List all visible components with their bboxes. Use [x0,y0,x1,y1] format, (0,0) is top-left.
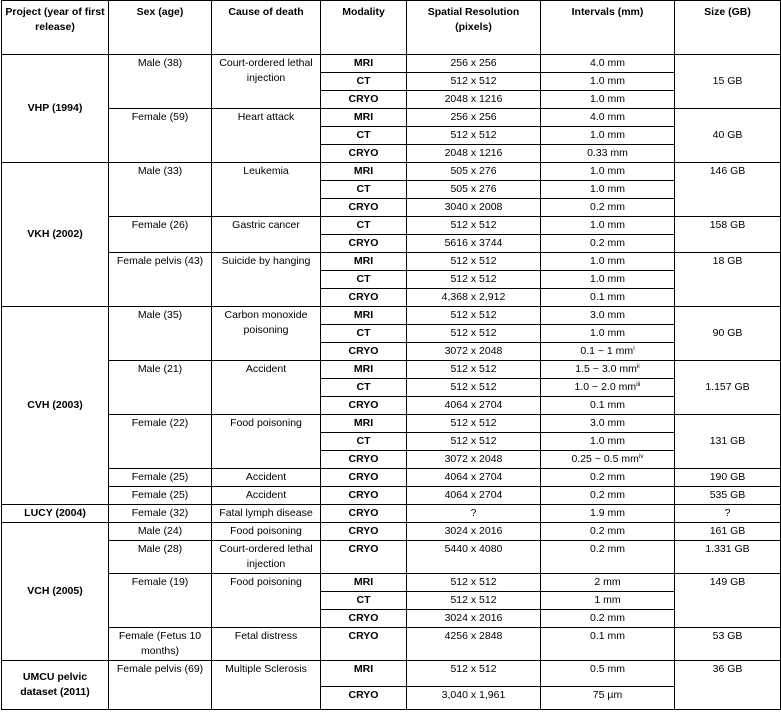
resolution-cell: 512 x 512 [407,574,541,592]
resolution-cell: 512 x 512 [407,415,541,433]
interval-cell: 1.0 mm [541,127,675,145]
interval-value: 0.1 ~ 1 mm [580,345,634,357]
modality-cell: MRI [321,574,407,592]
resolution-cell: 5616 x 3744 [407,235,541,253]
size-cell: 535 GB [675,487,781,505]
cause-cell: Food poisoning [212,415,321,469]
modality-cell: MRI [321,661,407,687]
modality-cell: MRI [321,307,407,325]
interval-cell: 0.1 mm [541,628,675,661]
modality-cell: CRYO [321,628,407,661]
modality-cell: MRI [321,415,407,433]
cause-cell: Gastric cancer [212,217,321,253]
col-header-size: Size (GB) [675,1,781,55]
size-cell: 146 GB [675,163,781,217]
modality-cell: CRYO [321,541,407,574]
cause-cell: Accident [212,469,321,487]
modality-cell: CRYO [321,397,407,415]
size-cell: 161 GB [675,523,781,541]
interval-cell: 4.0 mm [541,55,675,73]
modality-cell: CRYO [321,235,407,253]
resolution-cell: 256 x 256 [407,109,541,127]
footnote-marker: iii [636,381,641,388]
size-cell: 18 GB [675,253,781,307]
interval-cell: 1 mm [541,592,675,610]
resolution-cell: 4256 x 2848 [407,628,541,661]
interval-cell: 1.0 mm [541,271,675,289]
size-cell: 36 GB [675,661,781,710]
col-header-project: Project (year of first release) [2,1,109,55]
resolution-cell: 512 x 512 [407,217,541,235]
sex-age-cell: Male (24) [109,523,212,541]
table-row [2,415,781,433]
modality-cell: CT [321,181,407,199]
interval-cell: 1.0 mm [541,325,675,343]
interval-cell: 0.5 mm [541,661,675,687]
sex-age-cell: Male (28) [109,541,212,574]
table-row [2,109,781,127]
resolution-cell: 4,368 x 2,912 [407,289,541,307]
cause-cell: Suicide by hanging [212,253,321,307]
project-cell: LUCY (2004) [2,505,109,523]
resolution-cell: 512 x 512 [407,433,541,451]
modality-cell: CT [321,325,407,343]
modality-cell: CRYO [321,523,407,541]
modality-cell: CT [321,73,407,91]
modality-cell: CRYO [321,289,407,307]
modality-cell: CRYO [321,451,407,469]
resolution-cell: 512 x 512 [407,271,541,289]
cause-cell: Court-ordered lethal injection [212,55,321,109]
modality-cell: CRYO [321,145,407,163]
resolution-cell: 505 x 276 [407,163,541,181]
size-cell: 53 GB [675,628,781,661]
size-cell: ? [675,505,781,523]
cause-cell: Food poisoning [212,523,321,541]
dataset-table [1,0,781,710]
resolution-cell: 512 x 512 [407,661,541,687]
table-row [2,487,781,505]
interval-cell: 4.0 mm [541,109,675,127]
table-row [2,661,781,687]
interval-cell: 1.0 mm [541,181,675,199]
table-row [2,163,781,181]
modality-cell: MRI [321,253,407,271]
cause-cell: Leukemia [212,163,321,217]
size-cell: 90 GB [675,307,781,361]
resolution-cell: 512 x 512 [407,253,541,271]
interval-cell [541,451,675,469]
col-header-modality: Modality [321,1,407,55]
resolution-cell: 512 x 512 [407,307,541,325]
resolution-cell: 3072 x 2048 [407,451,541,469]
modality-cell: CRYO [321,469,407,487]
table-row [2,628,781,661]
resolution-cell: 512 x 512 [407,361,541,379]
cause-cell: Accident [212,487,321,505]
interval-cell: 0.2 mm [541,235,675,253]
table-row [2,469,781,487]
cause-cell: Court-ordered lethal injection [212,541,321,574]
modality-cell: CT [321,433,407,451]
cause-cell: Heart attack [212,109,321,163]
modality-cell: MRI [321,109,407,127]
table-row [2,361,781,379]
size-cell: 1.157 GB [675,361,781,415]
interval-cell: 3.0 mm [541,415,675,433]
interval-cell: 1.0 mm [541,91,675,109]
resolution-cell: 3024 x 2016 [407,523,541,541]
modality-cell: MRI [321,55,407,73]
interval-cell [541,379,675,397]
resolution-cell: 3040 x 2008 [407,199,541,217]
resolution-cell: 2048 x 1216 [407,145,541,163]
interval-value: 1.0 ~ 2.0 mm [574,381,637,393]
sex-age-cell: Female (25) [109,469,212,487]
size-cell: 1.331 GB [675,541,781,574]
cause-cell: Fatal lymph disease [212,505,321,523]
sex-age-cell: Female (22) [109,415,212,469]
interval-cell [541,361,675,379]
sex-age-cell: Male (35) [109,307,212,361]
size-cell: 15 GB [675,55,781,109]
interval-cell: 1.0 mm [541,73,675,91]
sex-age-cell: Female (25) [109,487,212,505]
col-header-sex-age: Sex (age) [109,1,212,55]
modality-cell: CRYO [321,610,407,628]
interval-cell: 3.0 mm [541,307,675,325]
cause-cell: Fetal distress [212,628,321,661]
size-cell: 190 GB [675,469,781,487]
sex-age-cell: Male (38) [109,55,212,109]
modality-cell: CRYO [321,91,407,109]
size-cell: 131 GB [675,415,781,469]
resolution-cell: 5440 x 4080 [407,541,541,574]
col-header-cause: Cause of death [212,1,321,55]
resolution-cell: 3024 x 2016 [407,610,541,628]
interval-cell: 2 mm [541,574,675,592]
sex-age-cell: Female (26) [109,217,212,253]
header-row [2,1,781,55]
interval-value: 1.5 ~ 3.0 mm [575,363,637,375]
sex-age-cell: Female (Fetus 10 months) [109,628,212,661]
cause-cell: Carbon monoxide poisoning [212,307,321,361]
resolution-cell: 512 x 512 [407,592,541,610]
modality-cell: MRI [321,163,407,181]
cause-cell: Multiple Sclerosis [212,661,321,710]
resolution-cell: 4064 x 2704 [407,397,541,415]
interval-cell: 0.2 mm [541,469,675,487]
table-row [2,55,781,73]
col-header-intervals: Intervals (mm) [541,1,675,55]
size-cell: 158 GB [675,217,781,253]
sex-age-cell: Female pelvis (69) [109,661,212,710]
sex-age-cell: Female (19) [109,574,212,628]
resolution-cell: 3,040 x 1,961 [407,687,541,710]
table-row [2,505,781,523]
interval-cell: 0.2 mm [541,487,675,505]
resolution-cell: 505 x 276 [407,181,541,199]
project-cell: VKH (2002) [2,163,109,307]
resolution-cell: 4064 x 2704 [407,487,541,505]
interval-cell: 1.9 mm [541,505,675,523]
modality-cell: CRYO [321,687,407,710]
table-row [2,574,781,592]
project-cell: VCH (2005) [2,523,109,661]
resolution-cell: 2048 x 1216 [407,91,541,109]
project-cell: CVH (2003) [2,307,109,505]
project-cell: UMCU pelvic dataset (2011) [2,661,109,710]
resolution-cell: 512 x 512 [407,325,541,343]
size-cell: 40 GB [675,109,781,163]
resolution-cell: 3072 x 2048 [407,343,541,361]
interval-cell: 0.2 mm [541,199,675,217]
col-header-resolution: Spatial Resolution (pixels) [407,1,541,55]
sex-age-cell: Male (33) [109,163,212,217]
interval-cell: 0.2 mm [541,523,675,541]
footnote-marker: i [633,345,635,352]
resolution-cell: 512 x 512 [407,379,541,397]
modality-cell: CT [321,592,407,610]
resolution-cell: 256 x 256 [407,55,541,73]
resolution-cell: 4064 x 2704 [407,469,541,487]
resolution-cell: ? [407,505,541,523]
modality-cell: MRI [321,361,407,379]
sex-age-cell: Male (21) [109,361,212,415]
interval-cell: 0.2 mm [541,541,675,574]
modality-cell: CT [321,271,407,289]
resolution-cell: 512 x 512 [407,127,541,145]
interval-cell: 0.2 mm [541,610,675,628]
table-row [2,523,781,541]
interval-cell: 0.1 mm [541,289,675,307]
table-row [2,307,781,325]
modality-cell: CRYO [321,505,407,523]
table-row [2,253,781,271]
sex-age-cell: Female (59) [109,109,212,163]
sex-age-cell: Female (32) [109,505,212,523]
interval-cell: 1.0 mm [541,163,675,181]
interval-cell: 1.0 mm [541,433,675,451]
cause-cell: Accident [212,361,321,415]
interval-cell: 0.1 mm [541,397,675,415]
project-cell: VHP (1994) [2,55,109,163]
footnote-marker: ii [636,363,640,370]
cause-cell: Food poisoning [212,574,321,628]
interval-cell [541,343,675,361]
interval-value: 0.25 ~ 0.5 mm [571,453,639,465]
footnote-marker: iv [638,453,644,460]
interval-cell: 1.0 mm [541,253,675,271]
interval-cell: 1.0 mm [541,217,675,235]
sex-age-cell: Female pelvis (43) [109,253,212,307]
modality-cell: CT [321,379,407,397]
table-row [2,217,781,235]
size-cell: 149 GB [675,574,781,628]
modality-cell: CRYO [321,487,407,505]
modality-cell: CRYO [321,199,407,217]
modality-cell: CT [321,127,407,145]
table-row [2,541,781,574]
interval-cell: 0.33 mm [541,145,675,163]
modality-cell: CRYO [321,343,407,361]
modality-cell: CT [321,217,407,235]
resolution-cell: 512 x 512 [407,73,541,91]
interval-cell: 75 µm [541,687,675,710]
